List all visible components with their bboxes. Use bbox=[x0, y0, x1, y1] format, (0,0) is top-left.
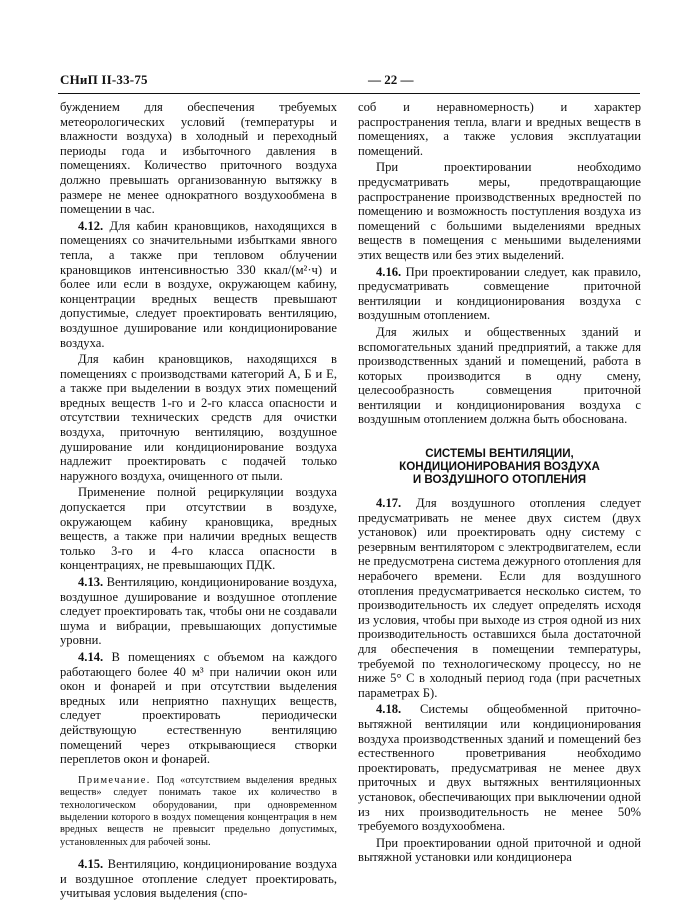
clause-4-15 bbox=[60, 857, 337, 901]
paragraph: Для жилых и общественных зданий и вспомогательных зданий предприятий, а также для производственных зданий и помещений, работа в которых производится в одну смену, целесообразность совмещения приточной вентиляции и кондиционирования воздуха с воздушным отоплением должна быть обоснована. bbox=[358, 324, 641, 427]
section-heading-line: И ВОЗДУШНОГО ОТОПЛЕНИЯ bbox=[412, 473, 587, 487]
clause-4-13 bbox=[60, 575, 337, 648]
clause-4-12 bbox=[60, 219, 337, 350]
header-rule bbox=[58, 93, 640, 94]
clause-4-18 bbox=[358, 702, 641, 833]
clause-text: Вентиляцию, кондиционирование воздуха и воздушное отопление следует проектировать, учитывая условия выделения (спо- bbox=[60, 857, 337, 901]
paragraph: Для кабин крановщиков, находящихся в помещениях с производствами категорий А, Б и Е, а также при выделении в воздух этих помещений вредных веществ 1-го и 2-го класса опасности и отсутствии технических средств для очистки воздуха, приточную вентиляцию, воздушное душирование или кондиционирование воздуха надлежит проектировать с подачей только наружного воздуха, очищенного от пыли. bbox=[60, 352, 337, 483]
document-code: СНиП II-33-75 bbox=[60, 72, 148, 87]
note bbox=[60, 775, 337, 849]
clause-4-14 bbox=[60, 650, 337, 767]
page-number: — 22 — bbox=[368, 72, 414, 87]
clause-text: Для воздушного отопления следует предусматривать не менее двух систем (двух установок) или проектировать одну систему с резервным вентилятором с электродвигателем, если не предусмотрена система дежурного отопления для нерабочего времени. Если для воздушного отопления предусматривается несколько систем, то производительность их следует определять исходя из условия, чтобы при выходе из строя одной из них производительность оставшихся была достаточной для обеспечения в помещении температуры, требуемой по технологическому процессу, но не ниже 5° С в холодный период года (при расчетных параметрах Б). bbox=[358, 496, 641, 700]
clause-text: При проектировании следует, как правило, предусматривать совмещение приточной вентиляции и кондиционирования воздуха с воздушным отоплением. bbox=[358, 264, 641, 323]
clause-4-17 bbox=[358, 496, 641, 700]
clause-4-16 bbox=[358, 265, 641, 323]
note-text: Под «отсутствием выделения вредных веществ» следует понимать такое их количество в технологическом оборудовании, при одновременном выделении которого в воздух помещения концентрация в нем вредных веществ не превысит предельно допустимых, установленных для рабочей зоны. bbox=[60, 774, 337, 848]
right-column bbox=[358, 100, 641, 867]
paragraph: При проектировании необходимо предусматривать меры, предотвращающие распространение производственных вредностей по помещению и возможность поступления воздуха из помещений с большими выделениями вредных веществ в помещения с меньшими выделениями этих веществ или без этих выделений. bbox=[358, 160, 641, 262]
clause-number: 4.12. bbox=[78, 218, 104, 233]
section-heading-line: КОНДИЦИОНИРОВАНИЯ ВОЗДУХА bbox=[399, 460, 600, 474]
clause-number: 4.16. bbox=[376, 264, 402, 279]
paragraph: Применение полной рециркуляции воздуха допускается при отсутствии в воздухе, окружающем кабину крановщика, вредных веществ, а также при наличии вредных веществ только 3-го и 4-го класса опасности в концентрациях, не превышающих ПДК. bbox=[60, 485, 337, 573]
paragraph: При проектировании одной приточной и одной вытяжной установки или кондиционера bbox=[358, 835, 641, 865]
clause-number: 4.17. bbox=[376, 496, 402, 511]
clause-text: Системы общеобменной приточно-вытяжной вентиляции или кондиционирования воздуха производственных зданий и помещений без естественного проветривания необходимо проектировать, предусматривая не менее двух приточных и двух вытяжных вентиляционных установок, обеспечивающих при выключении одной из них производительность не менее 50% требуемого воздухообмена. bbox=[358, 702, 641, 834]
note-label: Примечание. bbox=[78, 774, 151, 786]
section-heading-line: СИСТЕМЫ ВЕНТИЛЯЦИИ, bbox=[425, 447, 574, 461]
clause-number: 4.18. bbox=[376, 702, 402, 717]
clause-number: 4.14. bbox=[78, 649, 104, 664]
clause-text: В помещениях с объемом на каждого работающего более 40 м³ при наличии окон или окон и фонарей и при отсутствии выделения вредных или неприятно пахнущих веществ, следует проектировать периодически действующую естественную вентиляцию помещений через открывающиеся створки переплетов окон и фонарей. bbox=[60, 649, 337, 767]
clause-text: Для кабин крановщиков, находящихся в помещениях со значительными избытками явного тепла, а также при тепловом облучении крановщиков интенсивностью 330 ккал/(м²·ч) и более или если в воздухе, окружающем кабину, концентрации вредных веществ превышают допустимые, следует проектировать вентиляцию, воздушное душирование или кондиционирование воздуха. bbox=[60, 218, 337, 350]
clause-number: 4.15. bbox=[78, 857, 104, 872]
clause-number: 4.13. bbox=[78, 575, 104, 589]
paragraph-continuation: буждением для обеспечения требуемых метеорологических условий (температуры и влажности воздуха) в холодный и переходный периоды года и избыточного давления в помещениях. Количество приточного воздуха должно превышать организованную вытяжку в размере не менее однократного воздухообмена в помещении в час. bbox=[60, 100, 337, 217]
paragraph-continuation: соб и неравномерность) и характер распространения тепла, влаги и вредных веществ в помещениях, а также условия эксплуатации помещений. bbox=[358, 100, 641, 158]
page-header bbox=[60, 72, 640, 90]
section-heading bbox=[358, 447, 641, 486]
left-column bbox=[60, 100, 337, 903]
clause-text: Вентиляцию, кондиционирование воздуха, воздушное душирование и воздушное отопление следует проектировать так, чтобы они не создавали шума и вибрации, превышающих допустимые уровни. bbox=[60, 575, 337, 648]
